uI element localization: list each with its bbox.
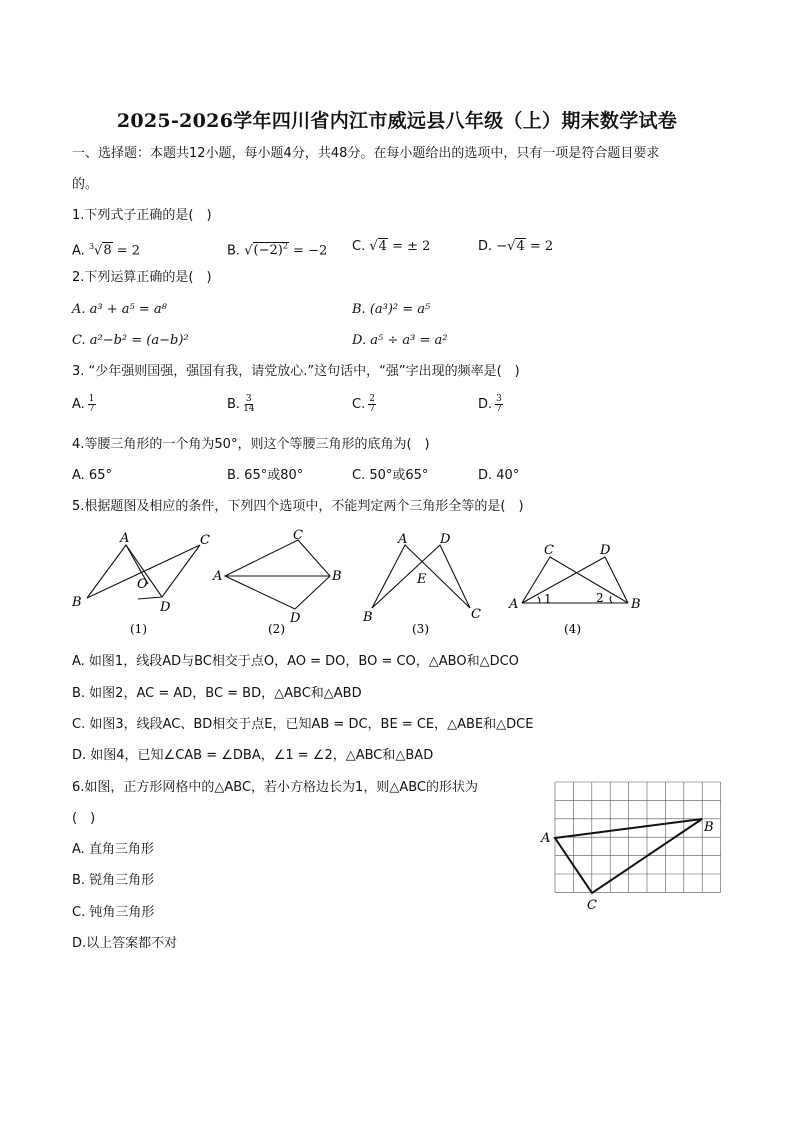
- q1-option-d: D. −√4 = 2: [478, 239, 554, 254]
- fig3-label-c: C: [471, 607, 481, 622]
- fig4-angle-2-arc: [610, 596, 612, 603]
- fig1-label-o: O: [137, 577, 148, 592]
- fig3-label-b: B: [363, 610, 373, 625]
- fig2-label-a: A: [213, 569, 223, 584]
- q6-option-d: D.以上答案都不对: [72, 936, 178, 951]
- fig1-caption: (1): [130, 622, 147, 636]
- fig2-caption: (2): [268, 622, 285, 636]
- q2-option-b: B. (a³)² = a⁵: [352, 302, 431, 317]
- fig1-label-b: B: [72, 595, 82, 610]
- fig4-angle-1-arc: [538, 597, 540, 603]
- section-heading-line1: 一、选择题：本题共12小题，每小题4分，共48分。在每小题给出的选项中，只有一项是符合题目要求: [72, 146, 660, 161]
- q2-option-d: D. a⁵ ÷ a³ = a²: [352, 333, 448, 348]
- q3-stem: 3. “少年强则国强，强国有我，请党放心.”这句话中，“强”字出现的频率是( ): [72, 364, 520, 379]
- q6-paren: ( ): [72, 811, 96, 826]
- q6-label-c: C: [587, 898, 597, 913]
- fig3-label-d: D: [440, 532, 451, 547]
- q6-option-a: A. 直角三角形: [72, 842, 154, 857]
- q6-grid-figure: [536, 778, 736, 916]
- fig4-caption: (4): [564, 622, 581, 636]
- q6-option-b: B. 锐角三角形: [72, 873, 155, 888]
- q4-stem: 4.等腰三角形的一个角为50°，则这个等腰三角形的底角为( ): [72, 437, 430, 452]
- q4-option-d: D. 40°: [478, 468, 520, 483]
- page-title: 2025-2026学年四川省内江市威远县八年级（上）期末数学试卷: [116, 110, 678, 132]
- section-heading-line2: 的。: [72, 177, 99, 192]
- q3-option-a: A. $\frac{1}{7}$: [72, 394, 95, 414]
- fig3-label-a: A: [398, 532, 408, 547]
- fig4-label-angle2: 2: [596, 591, 604, 605]
- fig4-label-c: C: [544, 543, 554, 558]
- q2-option-a: A. a³ + a⁵ = a⁸: [72, 302, 167, 317]
- q6-label-a: A: [541, 831, 551, 846]
- fig1-label-a: A: [120, 531, 130, 546]
- fig4-triangle-adb: [522, 557, 628, 603]
- q5-option-c: C. 如图3，线段AC、BD相交于点E，已知AB = DC，BE = CE，△ABE和△DCE: [72, 717, 534, 732]
- fig2-label-c: C: [293, 528, 303, 543]
- q5-option-d: D. 如图4，已知∠CAB = ∠DBA，∠1 = ∠2，△ABC和△BAD: [72, 748, 434, 763]
- fig3-label-e: E: [417, 572, 427, 587]
- fig1-label-d: D: [160, 600, 171, 615]
- q3-option-c: C. $\frac{2}{7}$: [352, 394, 375, 414]
- fig4-label-a: A: [509, 597, 519, 612]
- q3-option-d: D. $\frac{3}{7}$: [478, 394, 502, 414]
- q2-option-c: C. a²−b² = (a−b)²: [72, 333, 189, 348]
- fig4-label-b: B: [631, 597, 641, 612]
- q1-option-b: B. $√(-2)^2 = -2$: [227, 242, 328, 259]
- fig2-label-b: B: [332, 569, 342, 584]
- fig4-label-d: D: [600, 543, 611, 558]
- q5-option-b: B. 如图2，AC = AD，BC = BD，△ABC和△ABD: [72, 686, 362, 701]
- q1-stem: 1.下列式子正确的是( ): [72, 208, 212, 223]
- q4-option-b: B. 65°或80°: [227, 468, 304, 483]
- fig4-triangle-acb: [522, 557, 628, 603]
- q4-option-a: A. 65°: [72, 468, 112, 483]
- q6-label-b: B: [704, 820, 714, 835]
- fig2-label-d: D: [290, 611, 301, 626]
- q4-option-c: C. 50°或65°: [352, 468, 429, 483]
- q5-option-a: A. 如图1，线段AD与BC相交于点O，AO = DO，BO = CO，△ABO和△DCO: [72, 654, 519, 669]
- q5-stem: 5.根据题图及相应的条件，下列四个选项中，不能判定两个三角形全等的是( ): [72, 499, 524, 514]
- fig3-caption: (3): [412, 622, 429, 636]
- fig1-label-c: C: [200, 533, 210, 548]
- q1-option-a: A. $^3$√8 = 2: [72, 242, 141, 259]
- fig2-quadrilateral: [225, 540, 330, 609]
- fig4-label-angle1: 1: [544, 592, 552, 606]
- q3-option-b: B. $\frac{3}{14}$: [227, 394, 255, 414]
- q2-stem: 2.下列运算正确的是( ): [72, 270, 212, 285]
- q6-stem: 6.如图，正方形网格中的△ABC，若小方格边长为1，则△ABC的形状为: [72, 780, 478, 795]
- q6-option-c: C. 钝角三角形: [72, 905, 155, 920]
- q5-figures: [60, 525, 660, 643]
- q1-option-c: C. √4 = ± 2: [352, 239, 431, 254]
